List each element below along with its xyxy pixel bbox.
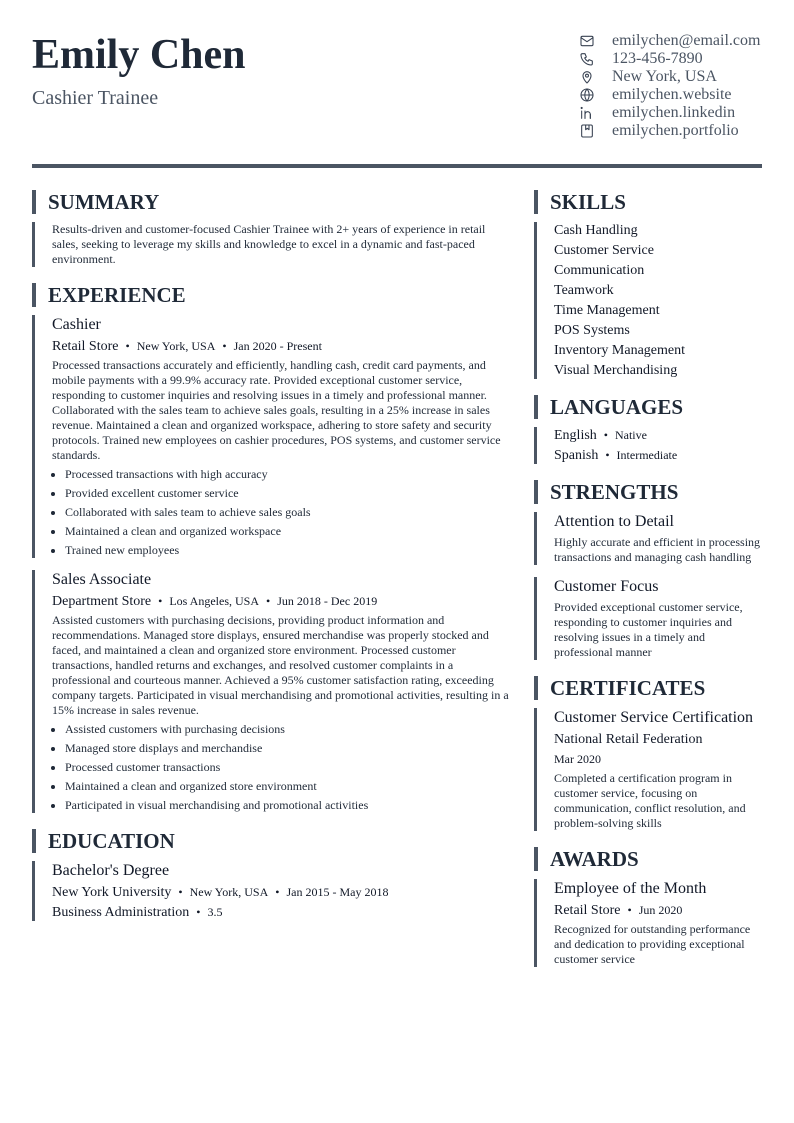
language-item: English • Native [554,428,647,443]
certificates-section [534,676,762,831]
skill-item: Cash Handling [554,223,638,238]
experience-item [32,315,510,558]
skill-item: Inventory Management [554,343,686,358]
summary-heading: SUMMARY [32,190,510,214]
language-item: Spanish • Intermediate [554,448,678,463]
job-bullet: • Maintained a clean and organized workspace [65,524,510,539]
education-dates: Jan 2015 - May 2018 [286,885,389,899]
education-major-row: Business Administration • 3.5 [52,905,223,920]
header-divider [32,164,762,168]
skills-heading: SKILLS [534,190,762,214]
job-bullet: • Processed customer transactions [65,760,510,775]
job-title: Sales Associate [52,571,152,588]
resume-header [32,30,762,160]
right-column [534,190,762,983]
education-section [32,829,510,921]
summary-block [32,222,510,267]
strengths-section [534,480,762,660]
left-column [32,190,510,937]
award-title: Employee of the Month [554,880,707,897]
contact-portfolio[interactable] [579,122,779,140]
contact-location [579,68,779,86]
contact-website[interactable] [579,86,779,104]
award-text: Recognized for outstanding performance and dedication to providing exceptional customer service [554,922,751,966]
strengths-heading: STRENGTHS [534,480,762,504]
phone-icon [579,50,597,68]
awards-section [534,847,762,967]
job-meta: Retail Store • New York, USA • Jan 2020 - Present [52,339,322,354]
job-bullet: • Maintained a clean and organized store environment [65,779,510,794]
strength-item [534,512,762,565]
certificates-heading: CERTIFICATES [534,676,762,700]
experience-section [32,283,510,813]
strength-title: Attention to Detail [554,513,674,530]
experience-item [32,570,510,813]
education-heading: EDUCATION [32,829,510,853]
contact-linkedin-text: emilychen.linkedin [612,104,736,121]
language-level: Intermediate [616,448,678,462]
contact-list [579,32,779,140]
contact-phone[interactable] [579,50,779,68]
bookmark-icon [579,122,597,140]
certificate-title: Customer Service Certification [554,709,754,726]
languages-heading: LANGUAGES [534,395,762,419]
strength-text: Provided exceptional customer service, responding to customer inquiries and resolving issues in a timely and professional manner [554,600,743,659]
skill-item: Communication [554,263,645,278]
certificate-date: Mar 2020 [554,752,601,766]
strength-item [534,577,762,660]
education-item [32,861,510,921]
job-location: New York, USA [136,339,216,353]
job-location: Los Angeles, USA [169,594,260,608]
contact-phone-text: 123-456-7890 [612,50,703,67]
job-bullet: • Collaborated with sales team to achieve sales goals [65,505,510,520]
job-dates: Jun 2018 - Dec 2019 [277,594,378,608]
job-description: Assisted customers with purchasing decisions, providing product information and recommendations. Managed store displays, ensured merchandise was properly stocked and faced, and maintained a clean and organized store environment. Processed customer transactions, handled returns and exchanges, and resolved customer complaints in a professional and courteous manner. Achieved a 95% customer satisfaction rating, exceeding company targets. Participated in visual merchandising and promotional activities, resulting in a 15% increase in sales revenue. [52,613,509,717]
skill-item: Customer Service [554,243,654,258]
skill-item: POS Systems [554,323,630,338]
contact-email-text: emilychen@email.com [612,32,761,49]
languages-section [534,395,762,464]
certificate-issuer: National Retail Federation [554,732,703,747]
map-pin-icon [579,68,597,86]
globe-icon [579,86,597,104]
certificate-item [534,708,762,831]
strength-text: Highly accurate and efficient in processing transactions and managing cash handling [554,535,761,564]
education-meta: New York University • New York, USA • Jan 2015 - May 2018 [52,885,389,900]
language-level: Native [614,428,647,442]
job-company: Retail Store [52,339,119,354]
candidate-title: Cashier Trainee [32,87,159,109]
major: Business Administration [52,905,190,920]
mail-icon [579,32,597,50]
job-bullet: • Assisted customers with purchasing decisions [65,722,510,737]
job-description: Processed transactions accurately and efficiently, handling cash, credit card payments, and mobile payments with a 99.9% accuracy rate. Provided exceptional customer service, responding to customer inquiries and resolving issues in a timely and professional manner. Collaborated with the sales team to achieve sales goals, resulting in a 25% increase in sales revenue. Maintained a clean and organized workspace, adhering to store safety and security protocols. Trained new employees on cashier procedures, POS systems, and customer service standards. [52,358,501,462]
language-name: English [554,428,597,443]
contact-linkedin[interactable] [579,104,779,122]
award-issuer: Retail Store [554,903,621,918]
strength-title: Customer Focus [554,578,659,595]
award-item [534,879,762,967]
experience-heading: EXPERIENCE [32,283,510,307]
contact-location-text: New York, USA [612,68,717,85]
languages-block [534,427,762,464]
certificate-text: Completed a certification program in customer service, focusing on communication, conflict resolution, and problem-solving skills [554,771,746,830]
skills-block [534,222,762,379]
gpa: 3.5 [207,905,223,919]
skill-item: Visual Merchandising [554,363,678,378]
skills-section [534,190,762,379]
job-bullets [52,467,510,558]
job-meta: Department Store • Los Angeles, USA • Jun 2018 - Dec 2019 [52,594,378,609]
candidate-name: Emily Chen [32,32,246,78]
summary-section [32,190,510,267]
contact-website-text: emilychen.website [612,86,732,103]
award-date: Jun 2020 [638,903,683,917]
award-meta: Retail Store • Jun 2020 [554,903,683,918]
job-bullet: • Managed store displays and merchandise [65,741,510,756]
contact-portfolio-text: emilychen.portfolio [612,122,739,139]
linkedin-icon [579,104,597,122]
job-bullet: • Trained new employees [65,543,510,558]
awards-heading: AWARDS [534,847,762,871]
job-bullet: • Provided excellent customer service [65,486,510,501]
school-name: New York University [52,885,172,900]
language-name: Spanish [554,448,599,463]
job-title: Cashier [52,316,101,333]
job-bullets [52,722,510,813]
job-company: Department Store [52,594,152,609]
job-bullet: • Participated in visual merchandising and promotional activities [65,798,510,813]
skill-item: Teamwork [554,283,614,298]
job-bullet: • Processed transactions with high accuracy [65,467,510,482]
job-dates: Jan 2020 - Present [233,339,322,353]
degree: Bachelor's Degree [52,862,170,879]
school-location: New York, USA [189,885,269,899]
contact-email[interactable] [579,32,779,50]
summary-text: Results-driven and customer-focused Cashier Trainee with 2+ years of experience in retail sales, seeking to leverage my skills and knowledge to excel in a dynamic and fast-paced environment. [52,222,486,266]
skill-item: Time Management [554,303,660,318]
